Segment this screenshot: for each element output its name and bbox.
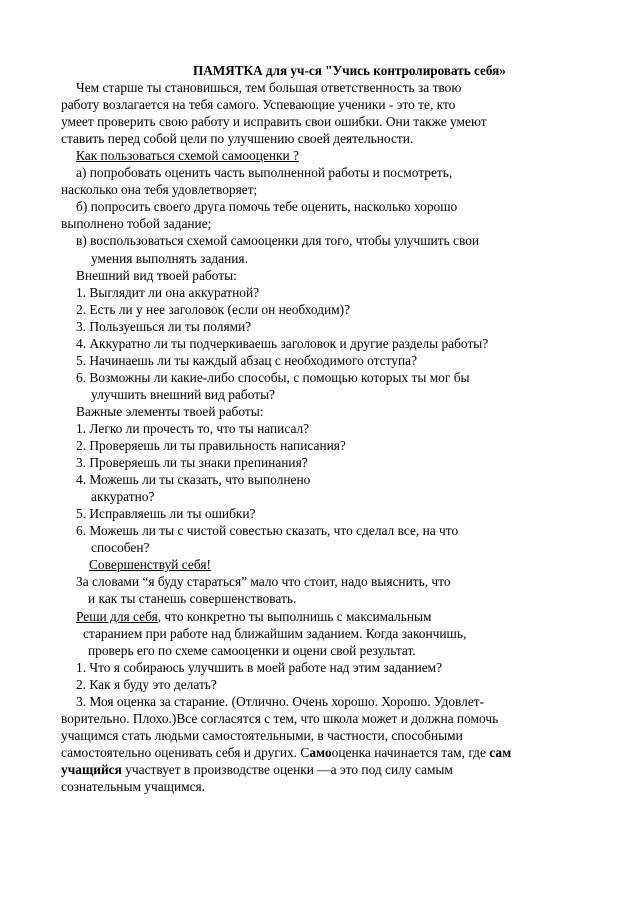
final-line	[61, 761, 588, 778]
question-item: 3. Моя оценка за старание. (Отлично. Очень хорошо. Хорошо. Удовлет-	[76, 693, 485, 709]
elements-item: 3. Проверяешь ли ты знаки препинания?	[76, 455, 308, 471]
final-text: самостоятельно оценивать себя и других. С	[61, 744, 310, 760]
question-item: 2. Как я буду это делать?	[76, 676, 217, 692]
elements-heading: Важные элементы твоей работы:	[76, 403, 264, 419]
final-line: сознательным учащимся.	[61, 778, 206, 794]
final-bold-text: учащийся	[61, 761, 122, 777]
final-text: оценка начинается там, где	[331, 744, 490, 760]
elements-item: аккуратно?	[91, 489, 155, 505]
improve-heading-line	[61, 556, 588, 573]
howto-line: а) попробовать оценить часть выполненной работы и посмотреть,	[76, 165, 453, 181]
howto-line: насколько она тебя удовлетворяет;	[61, 182, 258, 198]
final-text: участвует в производстве оценки —а это под силу самым	[121, 761, 453, 777]
final-line	[61, 744, 588, 761]
appearance-item: 4. Аккуратно ли ты подчеркиваешь заголовок и другие разделы работы?	[76, 335, 489, 351]
appearance-item: 3. Пользуешься ли ты полями?	[76, 318, 252, 334]
improve-line: и как ты станешь совершенствовать.	[88, 591, 297, 607]
appearance-item: 2. Есть ли у нее заголовок (если он необходим)?	[76, 301, 351, 317]
howto-line: умения выполнять задания.	[91, 250, 248, 266]
howto-line: выполнено тобой задание;	[61, 216, 212, 232]
appearance-item: улучшить внешний вид работы?	[91, 386, 276, 402]
appearance-item: 1. Выглядит ли она аккуратной?	[76, 284, 260, 300]
decide-line: проверь его по схеме самооценки и оцени свой результат.	[88, 642, 416, 658]
final-bold-text: сам	[489, 744, 512, 760]
intro-line: работу возлагается на тебя самого. Успевающие ученики - это те, кто	[61, 97, 456, 113]
question-item: 1. Что я собираюсь улучшить в моей работе над этим заданием?	[76, 659, 443, 675]
howto-line: в) воспользоваться схемой самооценки для того, чтобы улучшить свои	[76, 233, 480, 249]
appearance-item: 6. Возможны ли какие-либо способы, с помощью которых ты мог бы	[76, 369, 470, 385]
decide-line	[61, 608, 588, 625]
elements-item: 1. Легко ли прочесть то, что ты написал?	[76, 420, 310, 436]
decide-heading: Реши для себя	[76, 608, 158, 624]
decide-text: , что конкретно ты выполнишь с максимальным	[157, 608, 432, 624]
elements-item: 4. Можешь ли ты сказать, что выполнено	[76, 472, 311, 488]
appearance-heading: Внешний вид твоей работы:	[76, 267, 237, 283]
improve-heading: Совершенствуй себя!	[89, 557, 211, 573]
elements-item: 5. Исправляешь ли ты ошибки?	[76, 506, 256, 522]
intro-line: ставить перед собой цели по улучшению своей деятельности.	[61, 131, 414, 147]
final-bold-text: амо	[309, 744, 332, 760]
elements-item: способен?	[91, 540, 150, 556]
elements-item: 6. Можешь ли ты с чистой совестью сказать, что сделал все, на что	[76, 523, 459, 539]
howto-heading: Как пользоваться схемой самооценки ?	[76, 148, 299, 164]
howto-line: б) попросить своего друга помочь тебе оценить, насколько хорошо	[76, 199, 458, 215]
appearance-item: 5. Начинаешь ли ты каждый абзац с необходимого отступа?	[76, 352, 418, 368]
elements-item: 2. Проверяешь ли ты правильность написания?	[76, 438, 346, 454]
intro-line: Чем старше ты становишься, тем большая ответственность за твою	[76, 80, 462, 96]
final-line: учащимся стать людьми самостоятельными, в частности, способными	[61, 727, 463, 743]
document-title: ПАМЯТКА для уч-ся "Учись контролировать себя»	[193, 63, 506, 78]
improve-line: За словами “я буду стараться” мало что стоит, надо выяснить, что	[76, 574, 451, 590]
decide-line: старанием при работе над ближайшим заданием. Когда закончишь,	[83, 625, 467, 641]
final-line: ворительно. Плохо.)Все согласятся с тем, что школа может и должна помочь	[61, 710, 499, 726]
intro-line: умеет проверить свою работу и исправить свои ошибки. Они также умеют	[61, 114, 487, 130]
